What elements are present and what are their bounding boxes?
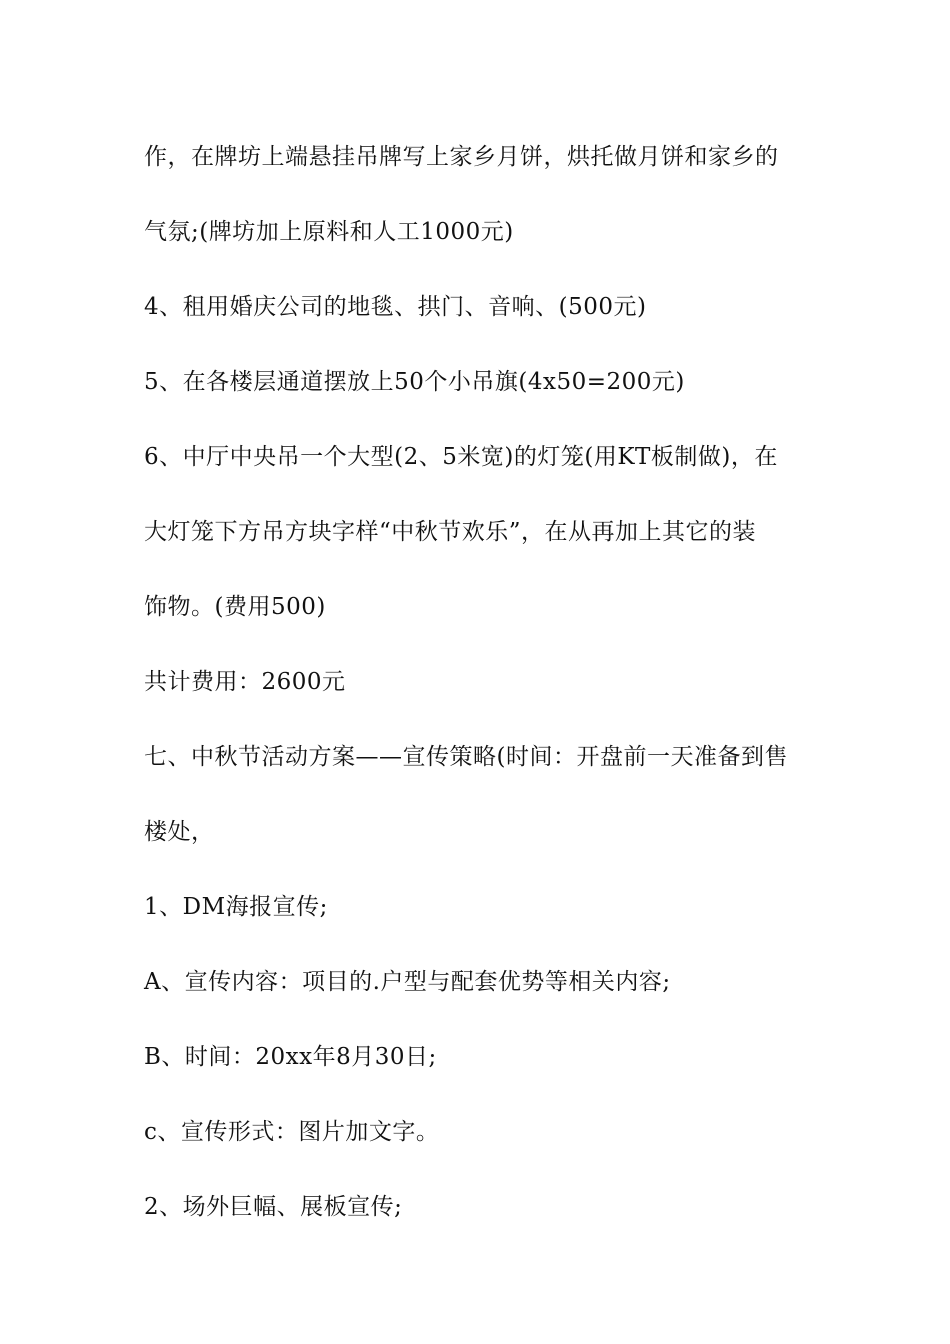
- text-line: B、时间：20xx年8月30日;: [144, 1044, 437, 1070]
- text-line: 气氛;(牌坊加上原料和人工1000元): [144, 219, 514, 245]
- text-line: c、宣传形式：图片加文字。: [144, 1119, 440, 1145]
- text-line: 6、中厅中央吊一个大型(2、5米宽)的灯笼(用KT板制做)，在: [144, 444, 778, 470]
- text-line: 4、租用婚庆公司的地毯、拱门、音响、(500元): [144, 294, 647, 320]
- text-line: 2、场外巨幅、展板宣传;: [144, 1194, 403, 1220]
- text-line: 1、DM海报宣传;: [144, 894, 328, 920]
- text-line: 5、在各楼层通道摆放上50个小吊旗(4x50=200元): [144, 369, 685, 395]
- text-line: 共计费用：2600元: [144, 669, 346, 695]
- text-line: 饰物。(费用500): [144, 594, 326, 620]
- text-line: 楼处，: [144, 819, 215, 845]
- text-line: 作，在牌坊上端悬挂吊牌写上家乡月饼，烘托做月饼和家乡的: [144, 144, 779, 170]
- document-body: [144, 120, 816, 1245]
- text-line: 七、中秋节活动方案——宣传策略(时间：开盘前一天准备到售: [144, 744, 788, 770]
- text-line: 大灯笼下方吊方块字样“中秋节欢乐”，在从再加上其它的装: [144, 519, 757, 545]
- text-line: A、宣传内容：项目的.户型与配套优势等相关内容;: [144, 969, 671, 995]
